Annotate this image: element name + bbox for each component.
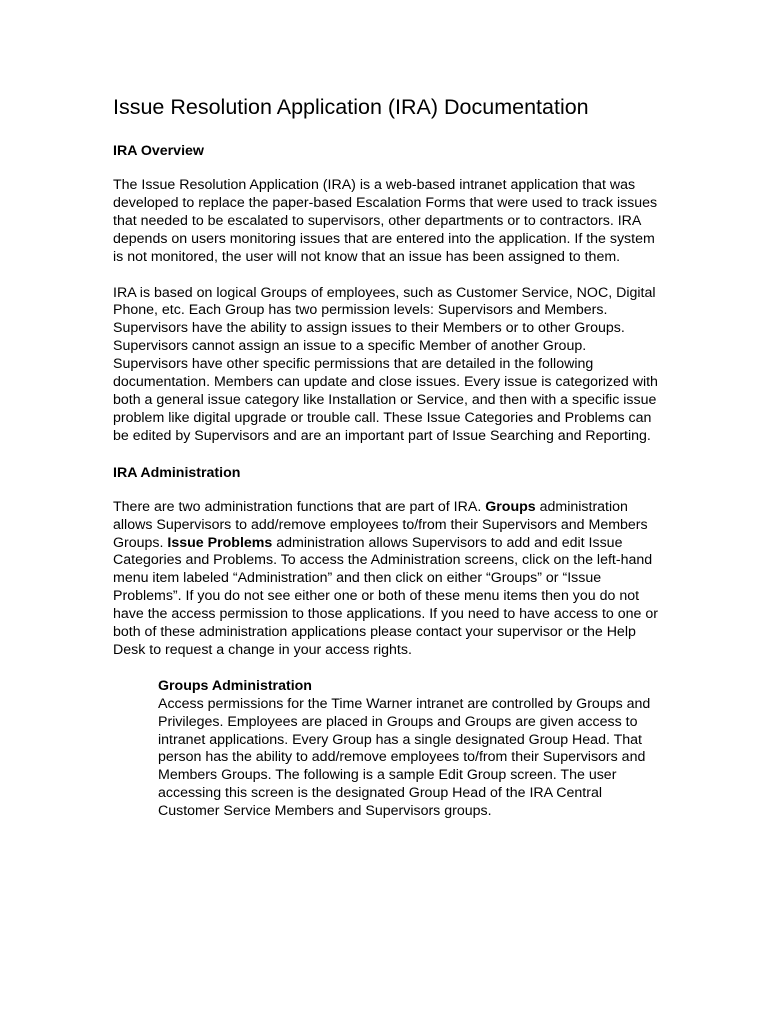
overview-paragraph-2: IRA is based on logical Groups of employees, such as Customer Service, NOC, Digital Phone, etc. Each Group has two permission levels: Supervisors and Members. Supervisors have the ability to assign issues to their Members or to other Groups. Supervisors cannot assign an issue to a specific Member of another Group. Supervisors have other specific permissions that are detailed in the following documentation. Members can update and close issues. Every issue is categorized with both a general issue category like Installation or Service, and then with a specific issue problem like digital upgrade or trouble call. These Issue Categories and Problems can be edited by Supervisors and are an important part of Issue Searching and Reporting.: [113, 284, 658, 444]
overview-paragraph-1: The Issue Resolution Application (IRA) is a web-based intranet application that was developed to replace the paper-based Escalation Forms that were used to track issues that needed to be escalated to supervisors, other departments or to contractors. IRA depends on users monitoring issues that are entered into the application. If the system is not monitored, the user will not know that an issue has been assigned to them.: [113, 177, 658, 265]
document-page: [113, 92, 658, 821]
administration-paragraph: [113, 499, 658, 660]
groups-term: Groups: [485, 498, 536, 515]
issue-problems-term: Issue Problems: [167, 534, 273, 551]
administration-text-2: administration allows Supervisors to add/remove employees to/from their Supervisors and Members Groups.: [113, 498, 648, 551]
administration-text-3: administration allows Supervisors to add and edit Issue Categories and Problems. To access the Administration screens, click on the left-hand menu item labeled “Administration” and then click on either “Groups” or “Issue Problems”. If you do not see either one or both of these menu items then you do not have the access permission to those applications. If you need to have access to one or both of these administration applications please contact your supervisor or the Help Desk to request a change in your access rights.: [113, 534, 658, 658]
section-heading-administration: IRA Administration: [113, 464, 241, 481]
groups-administration-paragraph: Access permissions for the Time Warner intranet are controlled by Groups and Privileges. Employees are placed in Groups and Groups are given access to intranet applications. Every Group has a single designated Group Head. That person has the ability to add/remove employees to/from their Supervisors and Members Groups. The following is a sample Edit Group screen. The user accessing this screen is the designated Group Head of the IRA Central Customer Service Members and Supervisors groups.: [158, 695, 651, 820]
section-heading-overview: IRA Overview: [113, 143, 204, 159]
administration-text-1: There are two administration functions that are part of IRA.: [113, 498, 486, 515]
document-title: Issue Resolution Application (IRA) Documentation: [113, 95, 589, 119]
subsection-heading-groups-administration: Groups Administration: [158, 677, 312, 694]
groups-administration-section: [158, 678, 658, 821]
